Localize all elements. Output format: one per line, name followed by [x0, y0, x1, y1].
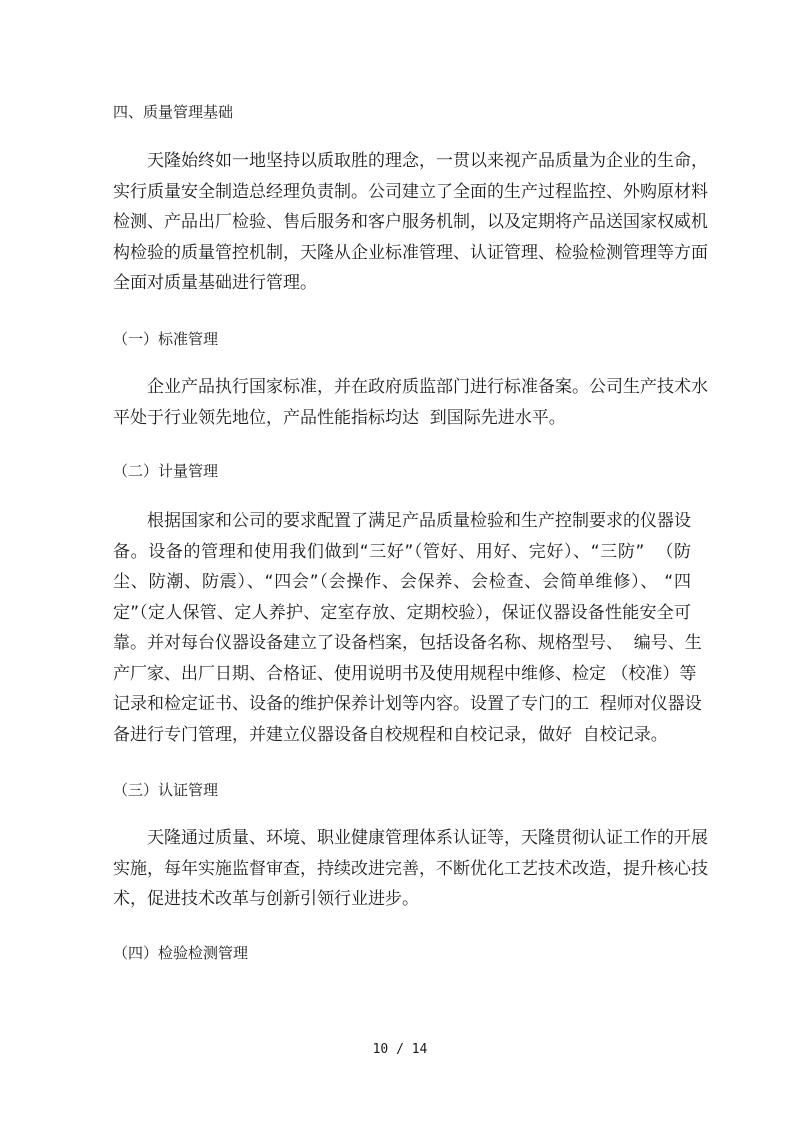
paragraph-line: 尘、防潮、防震）、“四会”（会操作、会保养、会检查、会简单维修）、 “四 [113, 572, 691, 592]
paragraph-line: 备进行专门管理，并建立仪器设备自校规程和自校记录，做好 自校记录。 [113, 724, 668, 745]
page-number: 10 / 14 [372, 1042, 428, 1057]
paragraph-line: 企业产品执行国家标准，并在政府质监部门进行标准备案。公司生产技术水 [147, 377, 708, 397]
paragraph-line: 术，促进技术改革与创新引领行业进步。 [113, 889, 419, 909]
section-heading-standard-management: （一）标准管理 [113, 330, 219, 348]
paragraph-line: 靠。并对每台仪器设备建立了设备档案，包括设备名称、规格型号、 编号、生 [113, 633, 702, 653]
paragraph-certification-management [113, 823, 708, 915]
paragraph-line: 产厂家、出厂日期、合格证、使用说明书及使用规程中维修、检定 （校准）等 [113, 663, 697, 684]
paragraph-metrology-management [113, 506, 702, 750]
paragraph-line: 检测、产品出厂检验、售后服务和客户服务机制，以及定期将产品送国家权威机 [113, 212, 708, 232]
section-heading-metrology-management: （二）计量管理 [113, 462, 219, 480]
paragraph-standard-management [113, 372, 708, 433]
paragraph-line: 实行质量安全制造总经理负责制。公司建立了全面的生产过程监控、外购原材料 [113, 181, 708, 202]
paragraph-line: 记录和检定证书、设备的维护保养计划等内容。设置了专门的工 程师对仪器设 [113, 694, 702, 714]
section-heading-certification-management: （三）认证管理 [113, 781, 219, 799]
paragraph-line: 定”（定人保管、定人养护、定室存放、定期校验），保证仪器设备性能安全可 [113, 602, 691, 623]
paragraph-line: 全面对质量基础进行管理。 [113, 273, 317, 293]
paragraph-line: 实施，每年实施监督审查，持续改进完善，不断优化工艺技术改造，提升核心技 [113, 858, 708, 879]
paragraph-line: 天隆通过质量、环境、职业健康管理体系认证等，天隆贯彻认证工作的开展 [147, 828, 708, 848]
paragraph-line: 构检验的质量管控机制，天隆从企业标准管理、认证管理、检验检测管理等方面 [113, 242, 708, 263]
section-heading-inspection-testing: （四）检验检测管理 [113, 944, 249, 962]
section-heading-quality-foundation: 四、质量管理基础 [113, 103, 234, 121]
paragraph-line: 天隆始终如一地坚持以质取胜的理念，一贯以来视产品质量为企业的生命， [147, 151, 708, 171]
paragraph-quality-foundation [113, 146, 708, 299]
paragraph-line: 平处于行业领先地位，产品性能指标均达 到国际先进水平。 [113, 407, 566, 428]
paragraph-line: 根据国家和公司的要求配置了满足产品质量检验和生产控制要求的仪器设 [147, 511, 691, 531]
paragraph-line: 备。设备的管理和使用我们做到“三好”（管好、用好、完好）、“三防” （防 [113, 541, 691, 562]
